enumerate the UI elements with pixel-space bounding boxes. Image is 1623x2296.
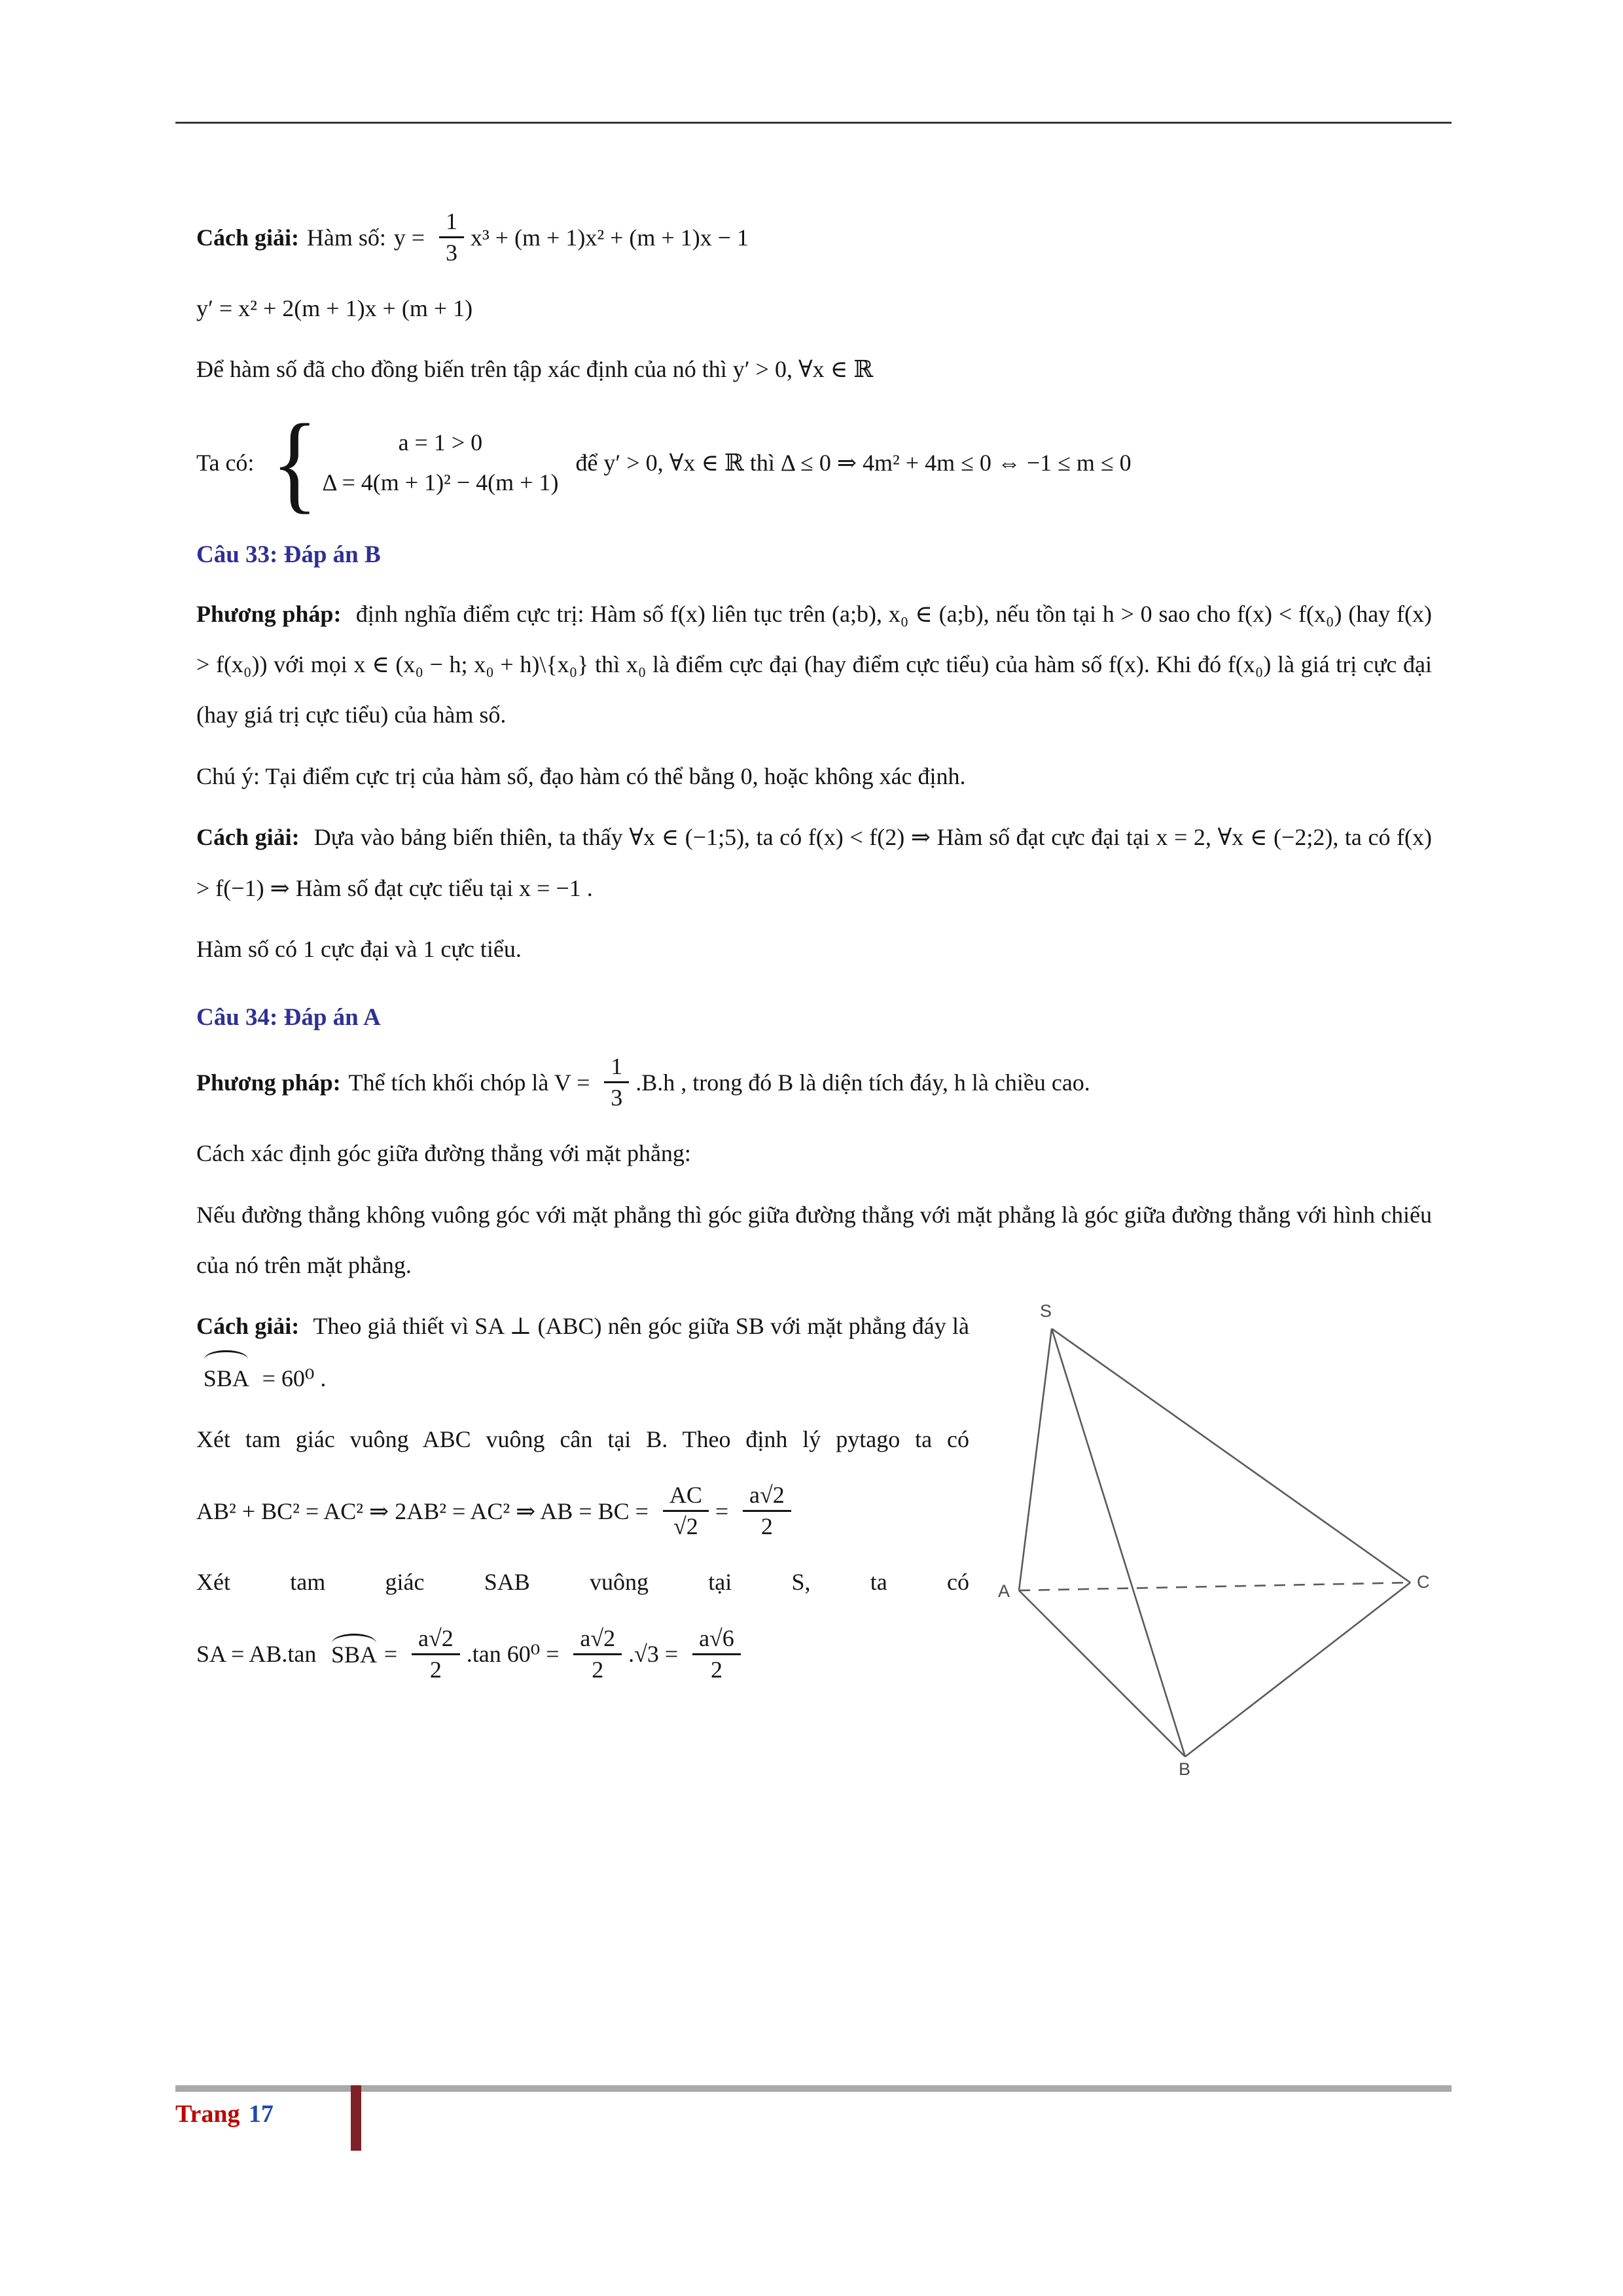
fraction-numerator: 1 <box>604 1052 629 1083</box>
left-brace-icon: { <box>271 401 319 524</box>
fraction-denominator: 3 <box>611 1085 623 1111</box>
math-fn-post: x³ + (m + 1)x² + (m + 1)x − 1 <box>470 224 749 251</box>
fraction-denominator: 2 <box>710 1656 722 1683</box>
question-34-solution <box>196 1301 1432 1782</box>
fraction-denominator: √2 <box>673 1513 698 1540</box>
vertex-label-s: S <box>1040 1301 1052 1321</box>
fraction-denominator: 2 <box>760 1513 773 1540</box>
page-number <box>175 2100 274 2128</box>
question-34-heading: Câu 34: Đáp án A <box>196 1004 381 1031</box>
para-angle-rule-body: Nếu đường thẳng không vuông góc với mặt phẳng thì góc giữa đường thẳng với mặt phẳng là góc giữa đường thẳng với hình chiếu của nó trên mặt phẳng. <box>196 1201 1432 1278</box>
edge-sb <box>1052 1329 1185 1757</box>
solve-text-33: Dựa vào bảng biến thiên, ta thấy ∀x ∈ (−1;5), ta có f(x) < f(2) ⇒ Hàm số đạt cực đại tại x = 2, ∀x ∈ (−2;2), ta có f(x) > f(−1) ⇒ Hàm số đạt cực tiểu tại x = −1 . <box>196 824 1432 901</box>
function-intro: Hàm số: <box>306 224 386 251</box>
edge-sa <box>1019 1329 1052 1590</box>
math-fn-pre: y = <box>393 224 425 251</box>
vertex-label-a: A <box>998 1581 1010 1602</box>
fraction-ac-sqrt2 <box>663 1480 709 1541</box>
angle-hat-sba-2: SBA <box>331 1636 377 1672</box>
equation-sa <box>196 1624 969 1685</box>
para-derivative: y′ = x² + 2(m + 1)x + (m + 1) <box>196 295 473 321</box>
solve-label-32: Cách giải: <box>196 224 299 251</box>
para-note-33: Chú ý: Tại điểm cực trị của hàm số, đạo hàm có thể bằng 0, hoặc không xác định. <box>196 762 966 789</box>
para-method-33 <box>196 589 1432 741</box>
eq2-mid-2: .√3 = <box>628 1641 679 1668</box>
edge-ac-dashed <box>1019 1583 1410 1590</box>
para-system-of-conditions <box>196 401 1432 524</box>
volume-formula-post: .B.h , trong đó B là diện tích đáy, h là chiều cao. <box>635 1069 1090 1096</box>
fraction-numerator: 1 <box>439 207 464 238</box>
question-33-heading: Câu 33: Đáp án B <box>196 541 381 568</box>
method-text-33: định nghĩa điểm cực trị: Hàm số f(x) liên tục trên (a;b), x₀ ∈ (a;b), nếu tồn tại h > 0 sao cho f(x) < f(x₀) (hay f(x) > f(x₀)) với mọi x ∈ (x₀ − h; x₀ + h)\{x₀} thì x₀ là điểm cực đại (hay điểm cực tiểu) của hàm số f(x). Khi đó f(x₀) là giá trị cực đại (hay giá trị cực tiểu) của hàm số. <box>196 600 1433 728</box>
solve-34-text-2: = 60⁰ . <box>262 1365 327 1391</box>
fraction-numerator: AC <box>663 1480 709 1512</box>
fraction-asqrt6-2 <box>692 1624 741 1685</box>
vertex-label-b: B <box>1179 1759 1191 1776</box>
solve-label-33: Cách giải: <box>196 824 300 851</box>
equation-pythagoras <box>196 1480 969 1541</box>
fraction-numerator: a√2 <box>412 1624 460 1655</box>
footer-rule <box>175 2085 1452 2092</box>
fraction-denominator: 3 <box>445 240 457 266</box>
eq1-equals: = <box>715 1498 729 1524</box>
para-monotonic-condition: Để hàm số đã cho đồng biến trên tập xác định của nó thì y′ > 0, ∀x ∈ ℝ <box>196 356 874 383</box>
fraction-one-third <box>439 207 464 268</box>
eq2-equals-1: = <box>383 1641 398 1668</box>
page-content <box>196 191 1432 1782</box>
fraction-asqrt2-2-a <box>412 1624 460 1685</box>
fraction-numerator: a√2 <box>743 1480 791 1512</box>
taco-label: Ta có: <box>196 449 255 476</box>
para-triangle-sab: Xét tam giác SAB vuông tại S, ta có <box>196 1569 969 1596</box>
edge-bc <box>1185 1583 1410 1757</box>
method-label-34: Phương pháp: <box>196 1069 341 1096</box>
case-a: a = 1 > 0 <box>398 429 483 456</box>
page-footer <box>175 2085 1452 2177</box>
eq2-pre: SA = AB.tan <box>196 1641 317 1668</box>
para-method-34 <box>196 1052 1432 1113</box>
page-number-value: 17 <box>248 2100 274 2128</box>
para-function-definition <box>196 207 1432 268</box>
para-solve-33 <box>196 812 1432 914</box>
fraction-denominator: 2 <box>592 1656 604 1683</box>
fraction-denominator: 2 <box>429 1656 442 1683</box>
footer-accent-bar <box>351 2085 361 2151</box>
eq2-mid-1: .tan 60⁰ = <box>466 1641 560 1668</box>
vertex-label-c: C <box>1417 1572 1430 1592</box>
fraction-asqrt2-2-b <box>573 1624 622 1685</box>
solve-34-text-1: Theo giả thiết vì SA ⊥ (ABC) nên góc giữa SB với mặt phẳng đáy là <box>313 1313 969 1340</box>
para-conclusion-33: Hàm số có 1 cực đại và 1 cực tiểu. <box>196 935 522 962</box>
angle-hat-sba: SBA <box>204 1352 249 1404</box>
solve-label-34: Cách giải: <box>196 1313 300 1340</box>
para-triangle-abc: Xét tam giác vuông ABC vuông cân tại B. Theo định lý pytago ta có <box>196 1426 969 1453</box>
eq1-pre: AB² + BC² = AC² ⇒ 2AB² = AC² ⇒ AB = BC = <box>196 1498 649 1524</box>
edge-ab <box>1019 1590 1185 1757</box>
system-cases <box>322 426 558 499</box>
system-conclusion: để y′ > 0, ∀x ∈ ℝ thì Δ ≤ 0 ⇒ 4m² + 4m ≤ 0 ⇔ −1 ≤ m ≤ 0 <box>575 449 1132 476</box>
fraction-numerator: a√6 <box>692 1624 741 1655</box>
page-number-label: Trang <box>175 2100 240 2128</box>
tetrahedron-svg <box>998 1301 1432 1775</box>
fraction-asqrt2-2 <box>743 1480 791 1541</box>
volume-formula-pre: Thể tích khối chóp là V = <box>348 1069 590 1096</box>
edge-sc <box>1052 1329 1410 1583</box>
header-rule <box>175 122 1452 124</box>
case-delta: Δ = 4(m + 1)² − 4(m + 1) <box>322 469 559 495</box>
tetrahedron-figure <box>998 1301 1432 1775</box>
fraction-one-third-volume <box>604 1052 629 1113</box>
para-angle-rule-title: Cách xác định góc giữa đường thẳng với mặt phẳng: <box>196 1140 691 1167</box>
method-label-33: Phương pháp: <box>196 600 342 627</box>
fraction-numerator: a√2 <box>573 1624 622 1655</box>
